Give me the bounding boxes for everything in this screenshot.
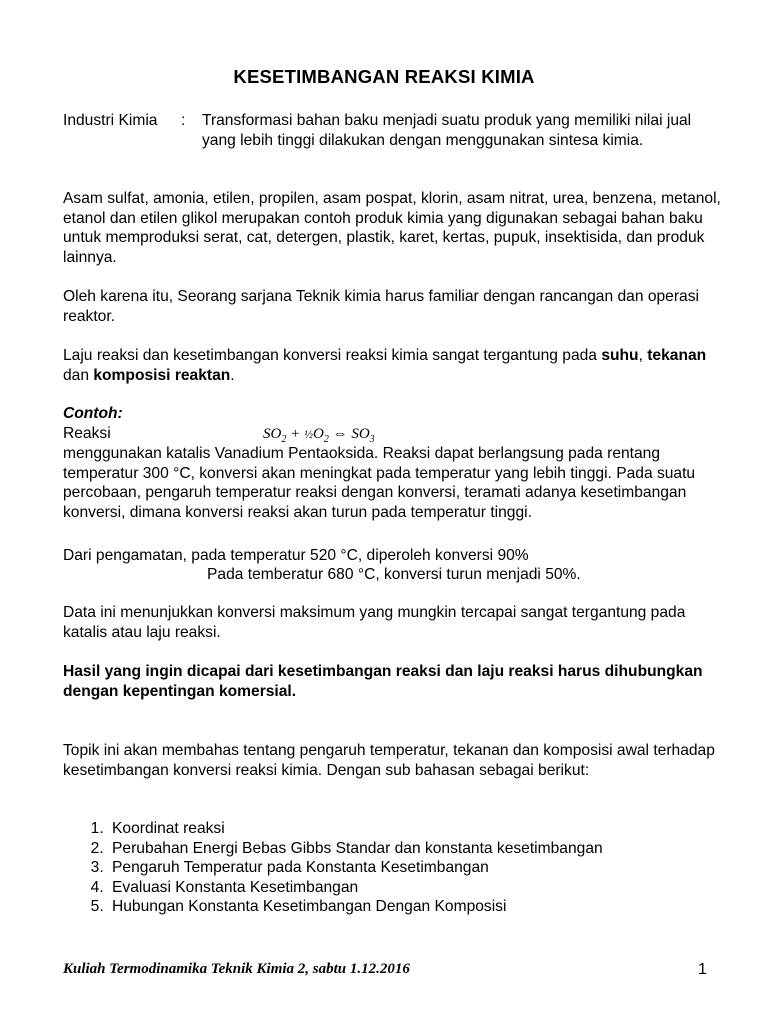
paragraph-topics: Topik ini akan membahas tentang pengaruh temperatur, tekanan dan komposisi awal terhadap kesetimbangan konversi reaksi kimia. Dengan sub bahasan sebagai berikut:	[63, 742, 715, 779]
factor-sep: ,	[638, 347, 648, 364]
paragraph-products: Asam sulfat, amonia, etilen, propilen, asam pospat, klorin, asam nitrat, urea, benzena, metanol, etanol dan etilen glikol merupakan contoh produk kimia yang digunakan sebagai bahan baku untuk memproduksi serat, cat, detergen, plastik, karet, kertas, pupuk, insektisida, dan produk lainnya.	[63, 190, 721, 266]
list-item: 5. Hubungan Konstanta Kesetimbangan Dengan Komposisi	[108, 897, 723, 917]
factors-text: Laju reaksi dan kesetimbangan konversi reaksi kimia sangat tergantung pada	[63, 347, 602, 364]
eq-sub: 3	[369, 434, 375, 445]
factor-tekanan: tekanan	[647, 347, 707, 364]
intro-label: Industri Kimia	[63, 112, 158, 129]
eq-equilibrium-arrow: ⇔	[328, 426, 352, 442]
list-item: 1. Koordinat reaksi	[108, 819, 723, 839]
eq-reactant-1: SO	[263, 426, 282, 442]
reaksi-label: Reaksi	[63, 425, 111, 442]
topic-list	[63, 819, 723, 917]
page-number: 1	[698, 961, 707, 978]
reaction-equation	[263, 426, 375, 445]
eq-plus: +	[286, 426, 304, 442]
eq-product: SO	[351, 426, 370, 442]
paragraph-goal: Hasil yang ingin dicapai dari kesetimbangan reaksi dan laju reaksi harus dihubungkan dengan kepentingan komersial.	[63, 663, 703, 700]
intro-text: Transformasi bahan baku menjadi suatu produk yang memiliki nilai jual yang lebih tinggi dilakukan dengan menggunakan sintesa kimia.	[202, 112, 692, 149]
factor-suhu: suhu	[601, 347, 639, 364]
topic-list-container	[63, 819, 723, 917]
paragraph-reactor: Oleh karena itu, Seorang sarjana Teknik kimia harus familiar dengan rancangan dan operasi reaktor.	[63, 288, 699, 325]
paragraph-data: Data ini menunjukkan konversi maksimum yang mungkin tercapai sangat tergantung pada katalis atau laju reaksi.	[63, 604, 686, 641]
list-item: 4. Evaluasi Konstanta Kesetimbangan	[108, 878, 723, 898]
factor-sep: dan	[63, 366, 94, 384]
factor-end: .	[230, 366, 235, 384]
paragraph-factors	[63, 346, 723, 385]
observation-1: Dari pengamatan, pada temperatur 520 °C, diperoleh konversi 90%	[63, 547, 529, 564]
example-heading: Contoh:	[63, 405, 123, 422]
intro-colon: :	[181, 112, 186, 129]
page-title: KESETIMBANGAN REAKSI KIMIA	[233, 66, 535, 87]
observation-2: Pada temberatur 680 °C, konversi turun menjadi 50%.	[207, 566, 581, 583]
eq-sub: 2	[281, 434, 287, 445]
list-item: 3. Pengaruh Temperatur pada Konstanta Kesetimbangan	[108, 858, 723, 878]
eq-sub: 2	[323, 434, 329, 445]
example-body: menggunakan katalis Vanadium Pentaoksida. Reaksi dapat berlangsung pada rentang temperatur 300 °C, konversi akan meningkat pada temperatur yang lebih tinggi. Pada suatu percobaan, pengaruh temperatur reaksi dengan konversi, teramati adanya kesetimbangan konversi, dimana konversi reaksi akan turun pada temperatur tinggi.	[63, 445, 696, 521]
factor-komposisi: komposisi reaktan	[93, 366, 231, 384]
eq-reactant-2: O	[312, 426, 324, 442]
eq-coefficient: ½	[303, 427, 313, 441]
list-item: 2. Perubahan Energi Bebas Gibbs Standar dan konstanta kesetimbangan	[108, 839, 723, 859]
page-footer: Kuliah Termodinamika Teknik Kimia 2, sabtu 1.12.2016	[63, 961, 410, 977]
